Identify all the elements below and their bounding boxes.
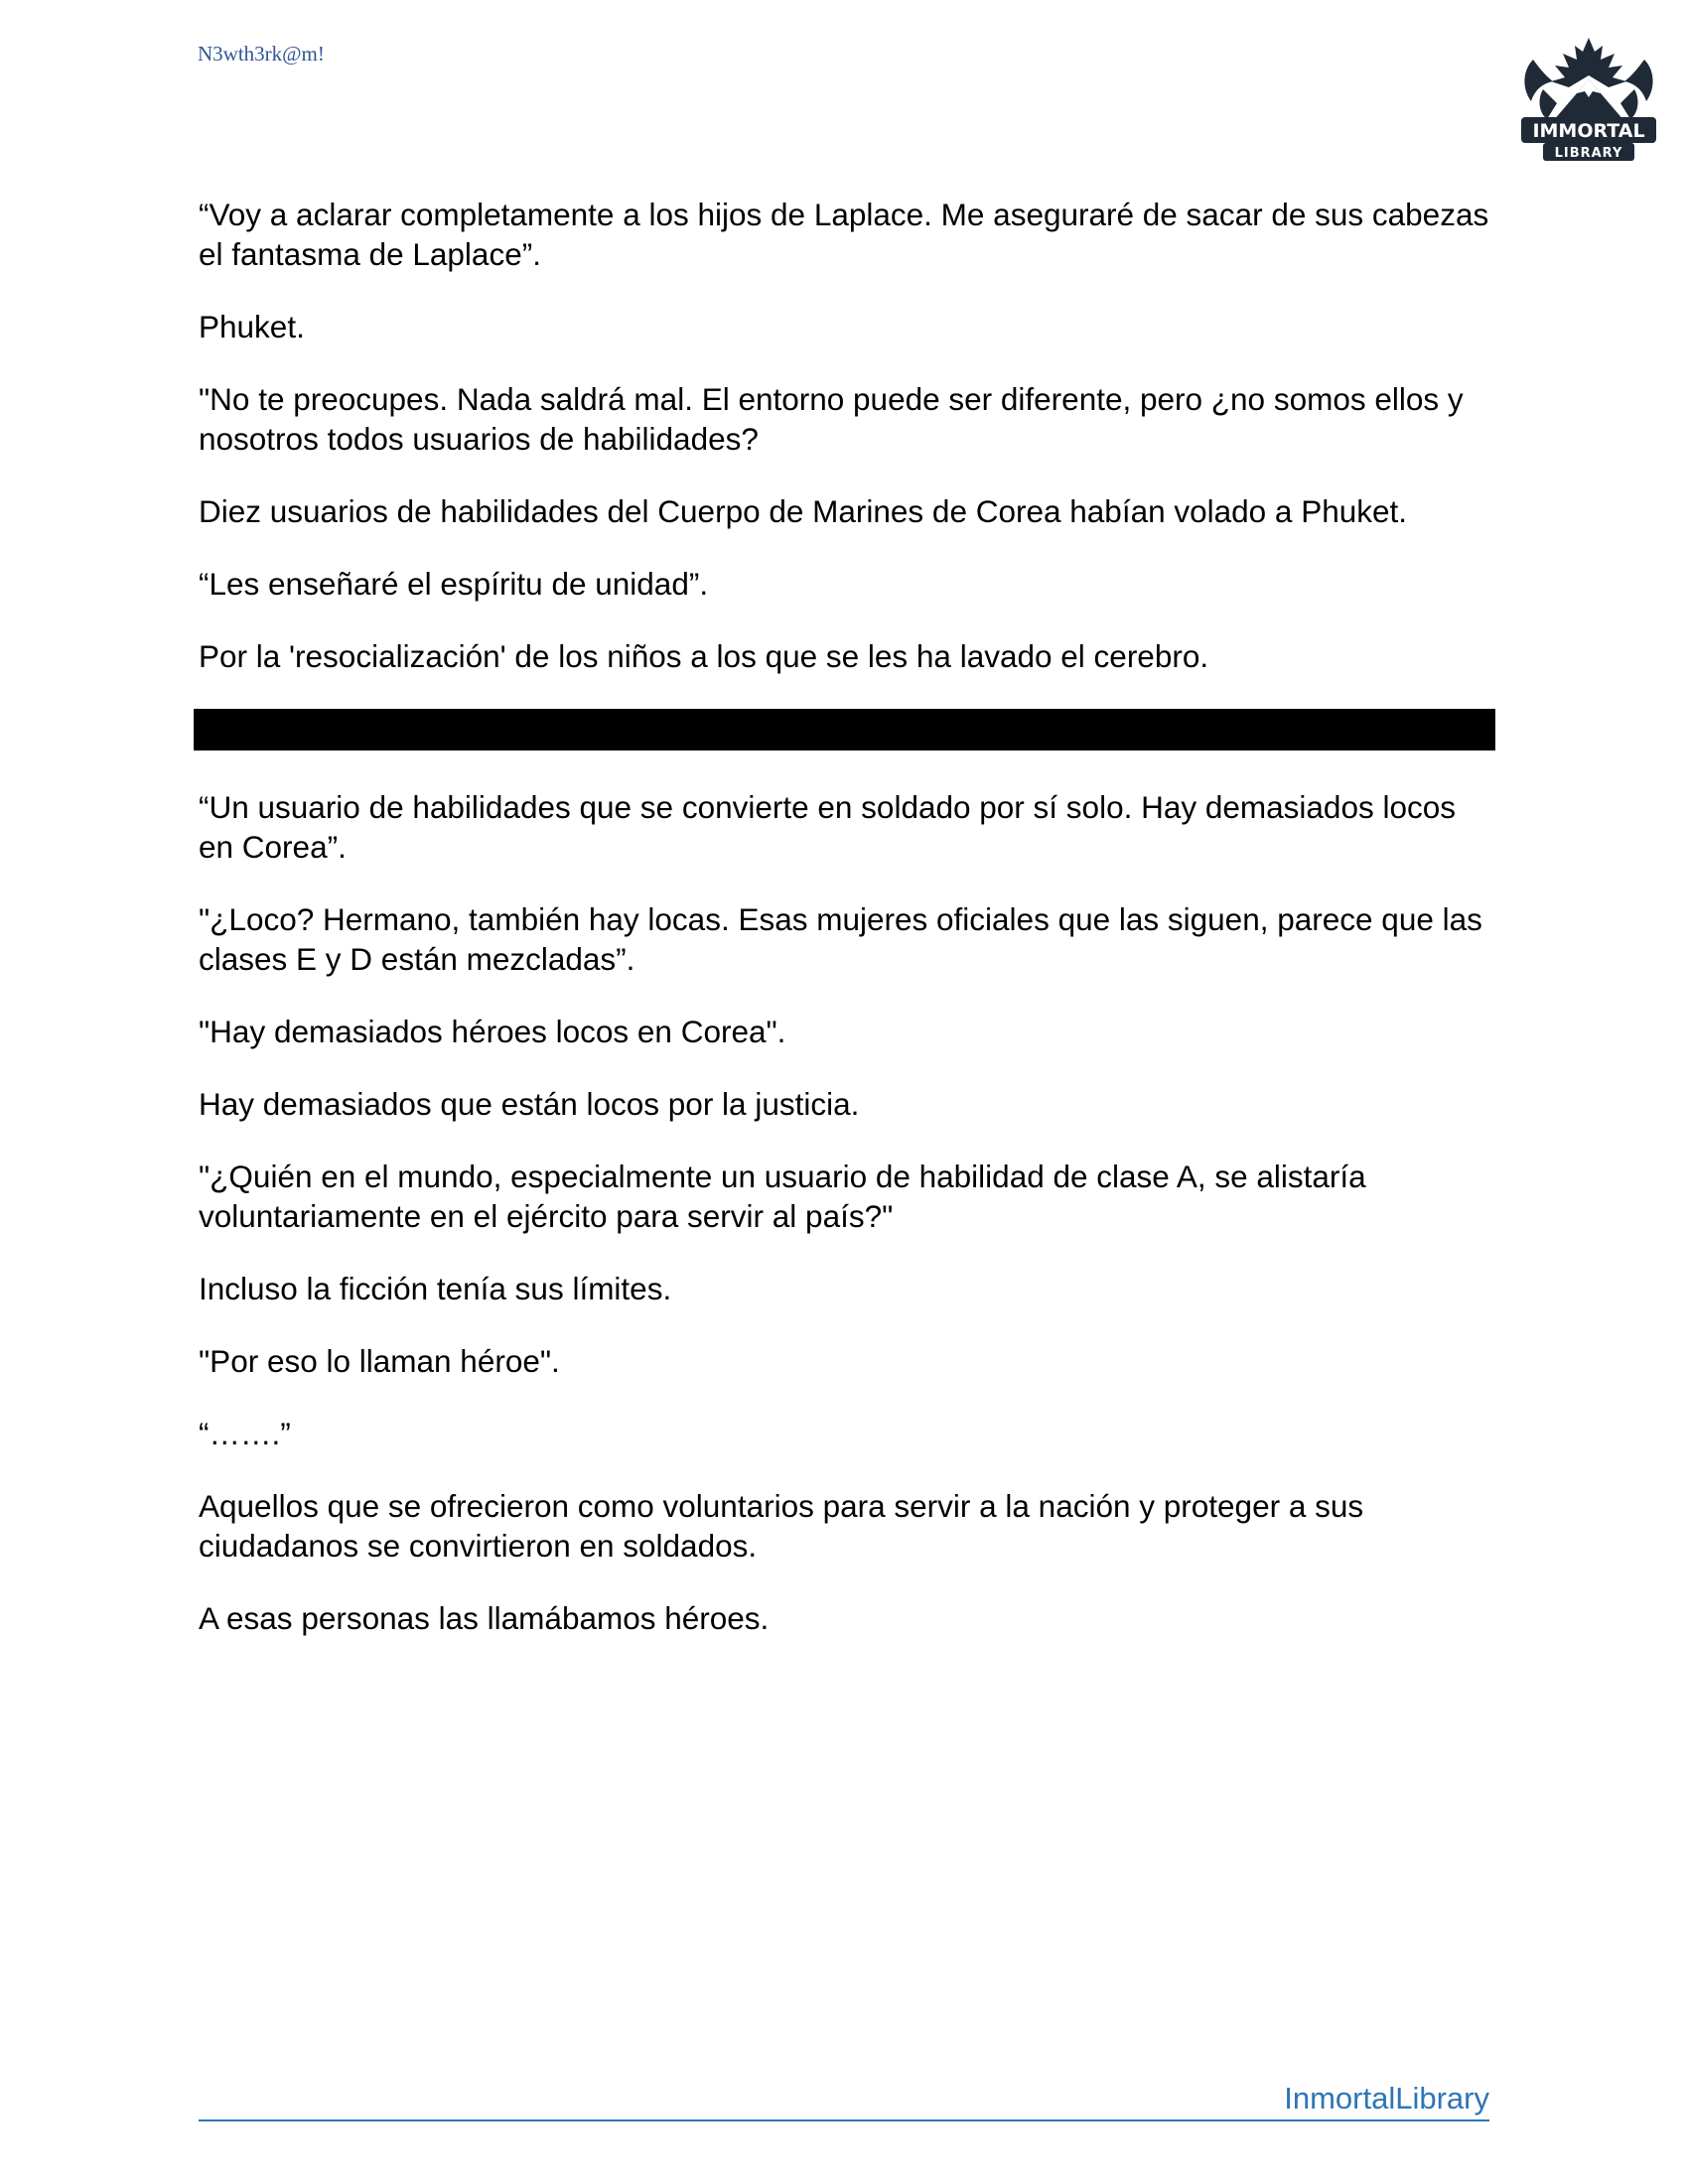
footer-divider <box>199 2119 1489 2121</box>
paragraph: Por la 'resocialización' de los niños a los que se les ha lavado el cerebro. <box>199 638 1209 674</box>
logo-line2: LIBRARY <box>1554 146 1623 161</box>
paragraph: Hay demasiados que están locos por la justicia. <box>199 1086 860 1122</box>
paragraph: “Les enseñaré el espíritu de unidad”. <box>199 566 709 602</box>
paragraph: Incluso la ficción tenía sus límites. <box>199 1271 672 1306</box>
paragraph: “Voy a aclarar completamente a los hijos de Laplace. Me aseguraré de sacar de sus cabezas el fantasma de Laplace”. <box>199 197 1489 272</box>
header-tag: N3wth3rk@m! <box>198 42 325 66</box>
redaction-bar <box>194 709 1495 751</box>
paragraph: "Hay demasiados héroes locos en Corea". <box>199 1014 786 1049</box>
paragraph: Aquellos que se ofrecieron como voluntarios para servir a la nación y proteger a sus ciudadanos se convirtieron en soldados. <box>199 1488 1364 1564</box>
paragraph: "No te preocupes. Nada saldrá mal. El entorno puede ser diferente, pero ¿no somos ellos y nosotros todos usuarios de habilidades? <box>199 381 1464 457</box>
paragraph: "Por eso lo llaman héroe". <box>199 1343 560 1379</box>
paragraph: "¿Loco? Hermano, también hay locas. Esas mujeres oficiales que las siguen, parece que las clases E y D están mezcladas”. <box>199 901 1482 977</box>
paragraph: Phuket. <box>199 309 305 344</box>
document-body <box>199 195 1489 1671</box>
paragraph: A esas personas las llamábamos héroes. <box>199 1600 770 1636</box>
logo-line1: IMMORTAL <box>1532 120 1645 142</box>
mountain-icon <box>1553 79 1624 121</box>
footer-library-link[interactable]: InmortalLibrary <box>1284 2081 1489 2116</box>
paragraph: “Un usuario de habilidades que se convierte en soldado por sí solo. Hay demasiados locos en Corea”. <box>199 789 1456 865</box>
immortal-library-logo <box>1513 30 1664 169</box>
paragraph: "¿Quién en el mundo, especialmente un usuario de habilidad de clase A, se alistaría voluntariamente en el ejército para servir al país?" <box>199 1159 1366 1234</box>
paragraph: “…….” <box>199 1416 291 1451</box>
paragraph: Diez usuarios de habilidades del Cuerpo de Marines de Corea habían volado a Phuket. <box>199 493 1408 529</box>
